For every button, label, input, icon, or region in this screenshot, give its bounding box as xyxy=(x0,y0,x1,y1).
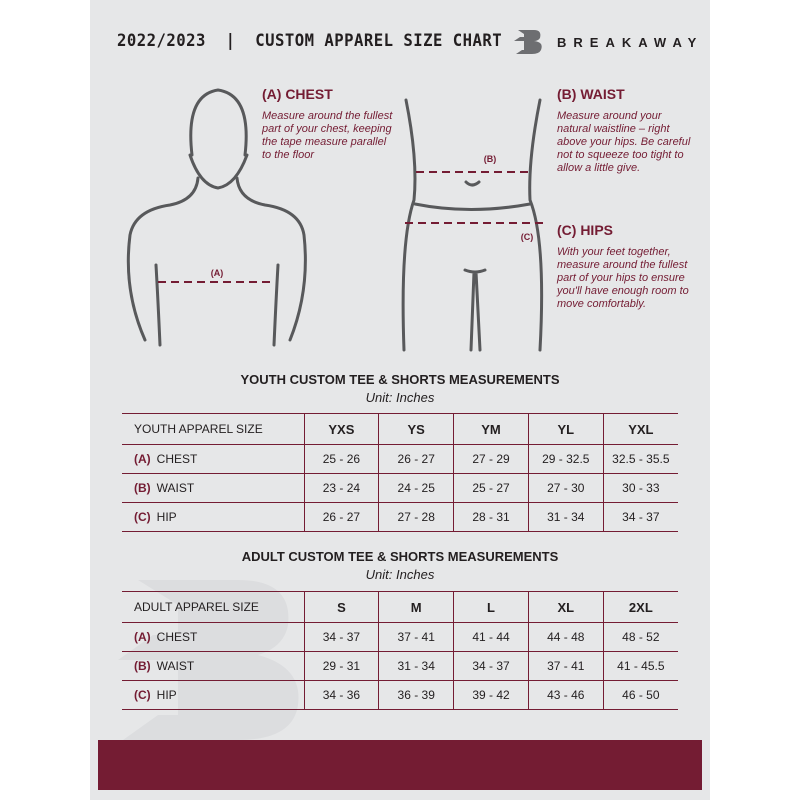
chest-marker: (A) xyxy=(210,268,224,278)
measurement-value: 41 - 44 xyxy=(454,623,529,652)
table-row xyxy=(122,681,678,710)
size-column-header: YXS xyxy=(304,414,379,445)
measurement-letter: (B) xyxy=(134,659,151,673)
youth-section-title xyxy=(0,372,800,405)
measurement-value: 37 - 41 xyxy=(528,652,603,681)
measurement-value: 32.5 - 35.5 xyxy=(603,445,678,474)
measurement-value: 29 - 31 xyxy=(304,652,379,681)
brand-name: BREAKAWAY xyxy=(557,35,704,50)
measurement-value: 41 - 45.5 xyxy=(603,652,678,681)
measurement-value: 23 - 24 xyxy=(304,474,379,503)
measurement-value: 31 - 34 xyxy=(528,503,603,532)
table-row xyxy=(122,445,678,474)
measurement-value: 48 - 52 xyxy=(603,623,678,652)
measurement-letter: (A) xyxy=(134,452,151,466)
table-header-row xyxy=(122,414,678,445)
measurement-value: 28 - 31 xyxy=(454,503,529,532)
measurement-value: 46 - 50 xyxy=(603,681,678,710)
hips-marker: (C) xyxy=(520,232,534,242)
measurement-value: 37 - 41 xyxy=(379,623,454,652)
measurement-name: HIP xyxy=(156,510,177,524)
page-title: 2022/2023 | CUSTOM APPAREL SIZE CHART xyxy=(117,31,503,51)
measurement-label xyxy=(122,474,304,503)
size-column-header: YL xyxy=(528,414,603,445)
waist-description: Measure around your natural waistline – right above your hips. Be careful not to squeeze too tight to allow a little give. xyxy=(557,110,691,174)
measurement-value: 27 - 30 xyxy=(528,474,603,503)
footer-bar xyxy=(98,740,702,790)
measurement-name: WAIST xyxy=(156,659,195,673)
measurement-value: 34 - 37 xyxy=(304,623,379,652)
measurement-value: 34 - 36 xyxy=(304,681,379,710)
size-column-header: YXL xyxy=(603,414,678,445)
size-column-header: S xyxy=(304,592,379,623)
chest-heading: (A) CHEST xyxy=(262,86,333,102)
measurement-name: WAIST xyxy=(156,481,195,495)
size-header: YOUTH APPAREL SIZE xyxy=(122,414,304,445)
chest-guide xyxy=(262,86,397,162)
measurement-value: 34 - 37 xyxy=(603,503,678,532)
size-column-header: L xyxy=(454,592,529,623)
measurement-value: 26 - 27 xyxy=(304,503,379,532)
size-header: ADULT APPAREL SIZE xyxy=(122,592,304,623)
measurement-label xyxy=(122,681,304,710)
adult-section-title xyxy=(0,549,800,582)
measurement-value: 36 - 39 xyxy=(379,681,454,710)
hips-guide xyxy=(557,222,697,311)
measurement-letter: (C) xyxy=(134,688,151,702)
measurement-label xyxy=(122,623,304,652)
measurement-value: 29 - 32.5 xyxy=(528,445,603,474)
measurement-label xyxy=(122,503,304,532)
youth-unit: Unit: Inches xyxy=(365,390,435,405)
measurement-label xyxy=(122,652,304,681)
measurement-value: 34 - 37 xyxy=(454,652,529,681)
measurement-name: CHEST xyxy=(156,630,198,644)
table-row xyxy=(122,623,678,652)
hips-description: With your feet together, measure around the fullest part of your hips to ensure you'll have enough room to move comfortably. xyxy=(557,246,689,310)
chest-description: Measure around the fullest part of your chest, keeping the tape measure parallel to the floor xyxy=(262,110,393,161)
waist-marker: (B) xyxy=(483,154,497,164)
size-column-header: XL xyxy=(528,592,603,623)
adult-size-table xyxy=(122,591,678,710)
measurement-value: 44 - 48 xyxy=(528,623,603,652)
measurement-name: CHEST xyxy=(156,452,198,466)
measurement-letter: (A) xyxy=(134,630,151,644)
lower-body-figure xyxy=(403,100,542,350)
adult-unit: Unit: Inches xyxy=(365,567,435,582)
youth-title: YOUTH CUSTOM TEE & SHORTS MEASUREMENTS xyxy=(240,372,560,387)
table-row xyxy=(122,652,678,681)
measurement-value: 30 - 33 xyxy=(603,474,678,503)
measurement-name: HIP xyxy=(156,688,177,702)
measurement-value: 43 - 46 xyxy=(528,681,603,710)
measurement-value: 31 - 34 xyxy=(379,652,454,681)
measurement-value: 26 - 27 xyxy=(379,445,454,474)
table-row xyxy=(122,474,678,503)
adult-title: ADULT CUSTOM TEE & SHORTS MEASUREMENTS xyxy=(241,549,559,564)
measurement-value: 27 - 28 xyxy=(379,503,454,532)
size-column-header: M xyxy=(379,592,454,623)
size-column-header: 2XL xyxy=(603,592,678,623)
measurement-letter: (B) xyxy=(134,481,151,495)
measurement-label xyxy=(122,445,304,474)
measurement-value: 25 - 26 xyxy=(304,445,379,474)
size-column-header: YM xyxy=(454,414,529,445)
waist-guide xyxy=(557,86,697,175)
measurement-value: 39 - 42 xyxy=(454,681,529,710)
measurement-value: 27 - 29 xyxy=(454,445,529,474)
table-row xyxy=(122,503,678,532)
measurement-letter: (C) xyxy=(134,510,151,524)
waist-heading: (B) WAIST xyxy=(557,86,625,102)
measurement-value: 24 - 25 xyxy=(379,474,454,503)
hips-heading: (C) HIPS xyxy=(557,222,613,238)
size-column-header: YS xyxy=(379,414,454,445)
youth-size-table xyxy=(122,413,678,532)
measurement-value: 25 - 27 xyxy=(454,474,529,503)
table-header-row xyxy=(122,592,678,623)
